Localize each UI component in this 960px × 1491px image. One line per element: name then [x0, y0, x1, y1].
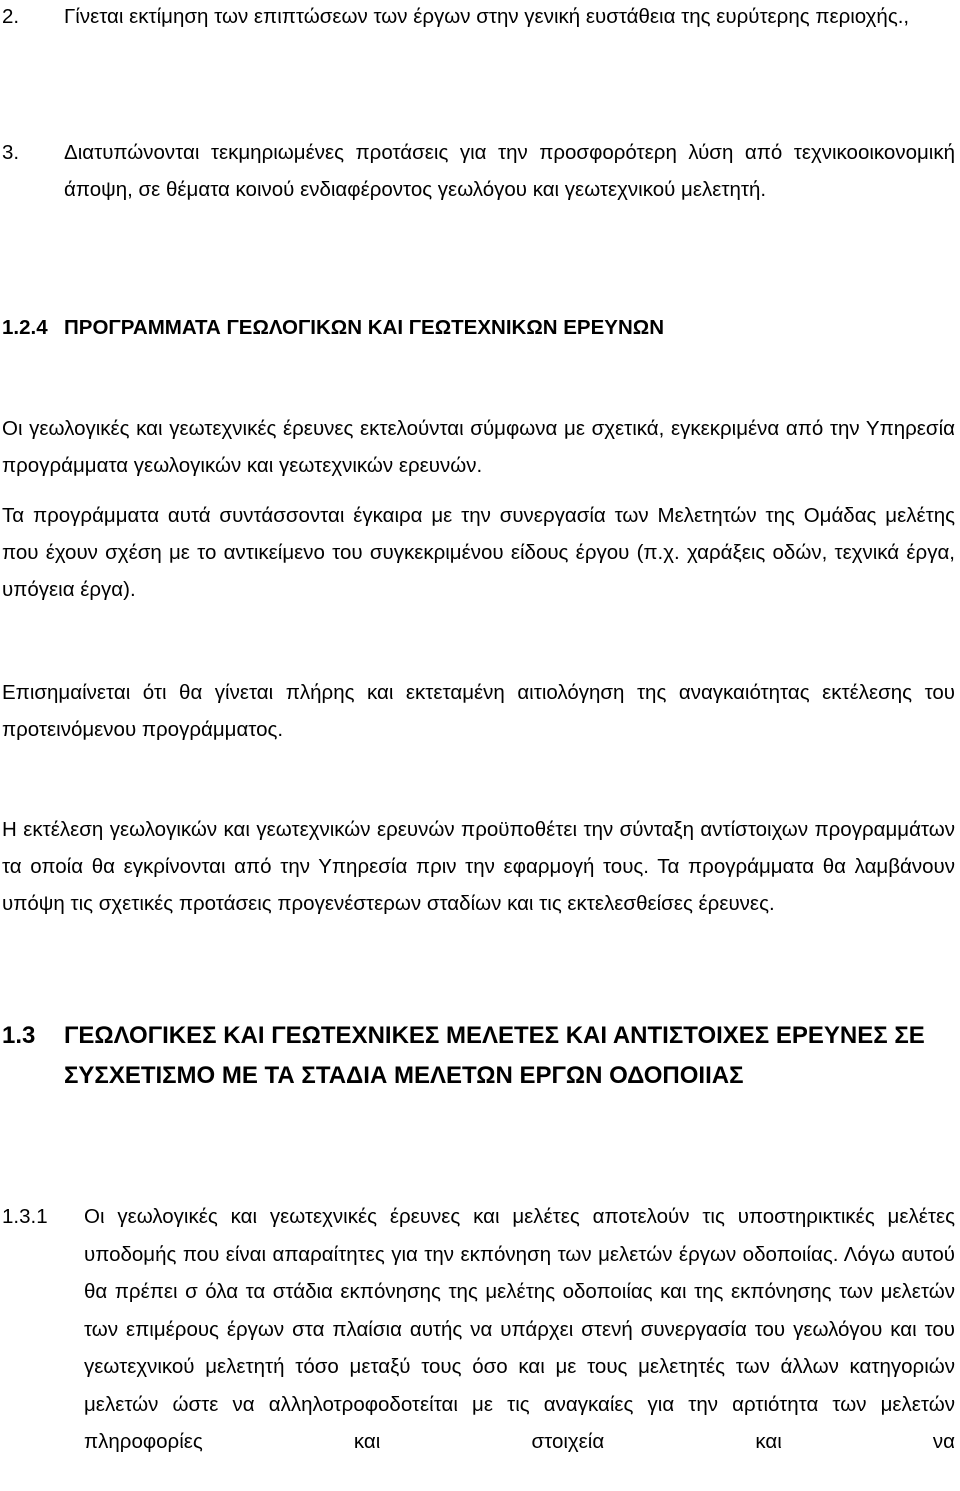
section-number: 1.2.4 — [2, 316, 48, 339]
paragraph-4: Η εκτέλεση γεωλογικών και γεωτεχνικών ερευνών προϋποθέτει την σύνταξη αντίστοιχων προγραμμάτων τα οποία θα εγκρίνονται από την Υπηρεσία πριν την εφαρμογή τους. Τα προγράμματα θα λαμβάνουν υπόψη τις σχετικές προτάσεις προγενέστερων σταδίων και τις εκτελεσθείσες έρευνες. — [2, 818, 955, 915]
list-item-text: Διατυπώνονται τεκμηριωμένες προτάσεις για την προσφορότερη λύση από τεχνικοοικονομική άποψη, σε θέματα κοινού ενδιαφέροντος γεωλόγου και γεωτεχνικού μελετητή. — [64, 141, 955, 201]
section-title: ΓΕΩΛΟΓΙΚΕΣ ΚΑΙ ΓΕΩΤΕΧΝΙΚΕΣ ΜΕΛΕΤΕΣ ΚΑΙ ΑΝΤΙΣΤΟΙΧΕΣ ΕΡΕΥΝΕΣ ΣΕ ΣΥΣΧΕΤΙΣΜΟ ΜΕ ΤΑ ΣΤΑΔΙΑ ΜΕΛΕΤΩΝ ΕΡΓΩΝ ΟΔΟΠΟΙΙΑΣ — [64, 1022, 925, 1089]
list-item-text: Γίνεται εκτίμηση των επιπτώσεων των έργων στην γενική ευστάθεια της ευρύτερης περιοχής., — [64, 5, 910, 28]
subsection-text: Οι γεωλογικές και γεωτεχνικές έρευνες και μελέτες αποτελούν τις υποστηρικτικές μελέτες υποδομής που είναι απαραίτητες για την εκπόνηση των μελετών έργων οδοποιίας. Λόγω αυτού θα πρέπει σ όλα τα στάδια εκπόνησης της μελέτης οδοποιίας και της εκπόνησης των μελετών των επιμέρους έργων στα πλαίσια αυτής να υπάρχει στενή συνεργασία του γεωλόγου και του γεωτεχνικού μελετητή τόσο μεταξύ τους όσο και με τους μελετητές των άλλων κατηγοριών μελετών ώστε να αλληλοτροφοδοτείται με τις αναγκαίες για την αρτιότητα των μελετών πληροφορίες και στοιχεία και να — [84, 1205, 955, 1453]
subsection-number: 1.3.1 — [2, 1205, 48, 1228]
section-heading-1-2-4 — [2, 309, 955, 346]
section-heading-1-3 — [2, 1016, 955, 1096]
list-item-3 — [2, 134, 955, 208]
section-title: ΠΡΟΓΡΑΜΜΑΤΑ ΓΕΩΛΟΓΙΚΩΝ ΚΑΙ ΓΕΩΤΕΧΝΙΚΩΝ ΕΡΕΥΝΩΝ — [64, 316, 664, 339]
subsection-1-3-1 — [2, 1198, 955, 1461]
paragraph-3: Επισημαίνεται ότι θα γίνεται πλήρης και εκτεταμένη αιτιολόγηση της αναγκαιότητας εκτέλεσης του προτεινόμενου προγράμματος. — [2, 681, 955, 741]
section-number: 1.3 — [2, 1022, 36, 1049]
paragraph-2: Τα προγράμματα αυτά συντάσσονται έγκαιρα με την συνεργασία των Μελετητών της Ομάδας μελέτης που έχουν σχέση με το αντικείμενο του συγκεκριμένου είδους έργου (π.χ. χαράξεις οδών, τεχνικά έργα, υπόγεια έργα). — [2, 504, 955, 601]
list-item-number: 2. — [2, 5, 20, 28]
list-item-number: 3. — [2, 141, 20, 164]
paragraph-1: Οι γεωλογικές και γεωτεχνικές έρευνες εκτελούνται σύμφωνα με σχετικά, εγκεκριμένα από την Υπηρεσία προγράμματα γεωλογικών και γεωτεχνικών ερευνών. — [2, 417, 955, 477]
list-item-2 — [2, 0, 955, 35]
